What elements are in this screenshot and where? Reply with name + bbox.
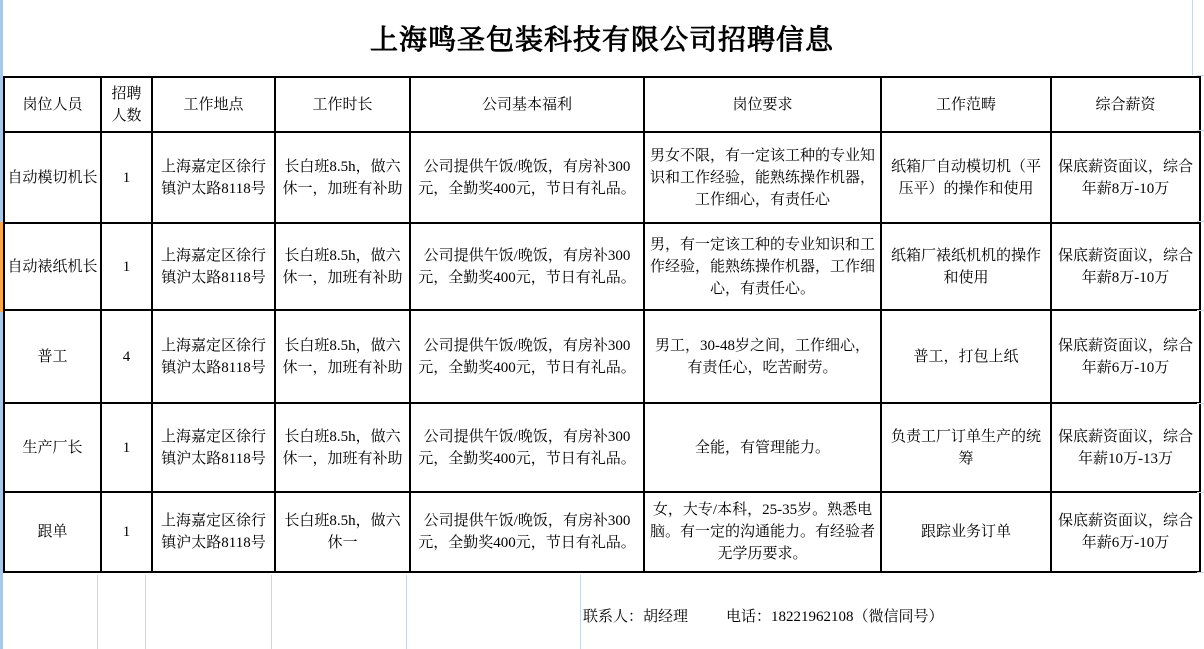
- gridline: [1197, 572, 1204, 573]
- header-position: 岗位人员: [4, 77, 101, 132]
- cell-salary: 保底薪资面议，综合年薪8万-10万: [1051, 132, 1200, 223]
- cell-location: 上海嘉定区徐行镇沪太路8118号: [152, 132, 275, 223]
- header-count: 招聘人数: [101, 77, 152, 132]
- gridline: [97, 575, 98, 649]
- cell-benefits: 公司提供午饭/晚饭，有房补300元，全勤奖400元，节日有礼品。: [410, 492, 644, 572]
- gridline: [1197, 221, 1204, 222]
- recruitment-table: [3, 76, 1201, 573]
- cell-benefits: 公司提供午饭/晚饭，有房补300元，全勤奖400元，节日有礼品。: [410, 132, 644, 223]
- header-requirements: 岗位要求: [644, 77, 881, 132]
- cell-scope: 纸箱厂自动模切机（平压平）的操作和使用: [881, 132, 1051, 223]
- cell-requirements: 全能，有管理能力。: [644, 403, 881, 492]
- table-row: [4, 310, 1200, 403]
- cell-scope: 跟踪业务订单: [881, 492, 1051, 572]
- cell-position: 跟单: [4, 492, 101, 572]
- cell-count: 1: [101, 132, 152, 223]
- cell-position: 普工: [4, 310, 101, 403]
- contact-phone: 电话：18221962108（微信同号）: [726, 608, 944, 625]
- table-row: [4, 403, 1200, 492]
- header-hours: 工作时长: [275, 77, 410, 132]
- table-row: [4, 132, 1200, 223]
- gridline: [1197, 403, 1204, 404]
- gridline: [1197, 130, 1204, 131]
- gridline: [580, 575, 581, 649]
- cell-benefits: 公司提供午饭/晚饭，有房补300元，全勤奖400元，节日有礼品。: [410, 310, 644, 403]
- contact-info: [583, 598, 944, 632]
- cell-location: 上海嘉定区徐行镇沪太路8118号: [152, 492, 275, 572]
- cell-hours: 长白班8.5h，做六休一，加班有补助: [275, 403, 410, 492]
- cell-salary: 保底薪资面议，综合年薪6万-10万: [1051, 492, 1200, 572]
- cell-position: 自动裱纸机长: [4, 223, 101, 310]
- cell-scope: 纸箱厂裱纸机机的操作和使用: [881, 223, 1051, 310]
- cell-position: 自动模切机长: [4, 132, 101, 223]
- gridline: [1192, 0, 1193, 75]
- cell-location: 上海嘉定区徐行镇沪太路8118号: [152, 223, 275, 310]
- cell-count: 1: [101, 223, 152, 310]
- gridline: [406, 575, 407, 649]
- cell-requirements: 女，大专/本科，25-35岁。熟悉电脑。有一定的沟通能力。有经验者无学历要求。: [644, 492, 881, 572]
- cell-salary: 保底薪资面议，综合年薪8万-10万: [1051, 223, 1200, 310]
- gridline: [1197, 492, 1204, 493]
- header-location: 工作地点: [152, 77, 275, 132]
- gridline: [145, 575, 146, 649]
- cell-count: 1: [101, 492, 152, 572]
- header-benefits: 公司基本福利: [410, 77, 644, 132]
- cell-location: 上海嘉定区徐行镇沪太路8118号: [152, 403, 275, 492]
- header-salary: 综合薪资: [1051, 77, 1200, 132]
- gridline: [1197, 75, 1204, 76]
- cell-salary: 保底薪资面议，综合年薪10万-13万: [1051, 403, 1200, 492]
- cell-hours: 长白班8.5h，做六休一，加班有补助: [275, 310, 410, 403]
- cell-salary: 保底薪资面议，综合年薪6万-10万: [1051, 310, 1200, 403]
- table-header-row: [4, 77, 1200, 132]
- cell-requirements: 男女不限，有一定该工种的专业知识和工作经验，能熟练操作机器，工作细心，有责任心: [644, 132, 881, 223]
- table-row: [4, 492, 1200, 572]
- cell-hours: 长白班8.5h，做六休一，加班有补助: [275, 132, 410, 223]
- cell-scope: 普工，打包上纸: [881, 310, 1051, 403]
- page-title: 上海鸣圣包装科技有限公司招聘信息: [369, 25, 834, 56]
- table-row: [4, 223, 1200, 310]
- cell-requirements: 男工，30-48岁之间，工作细心，有责任心，吃苦耐劳。: [644, 310, 881, 403]
- cell-count: 1: [101, 403, 152, 492]
- cell-position: 生产厂长: [4, 403, 101, 492]
- cell-benefits: 公司提供午饭/晚饭，有房补300元，全勤奖400元，节日有礼品。: [410, 223, 644, 310]
- cell-hours: 长白班8.5h，做六休一，加班有补助: [275, 223, 410, 310]
- gridline: [271, 575, 272, 649]
- cell-scope: 负责工厂订单生产的统筹: [881, 403, 1051, 492]
- contact-person: 联系人：胡经理: [583, 608, 689, 625]
- cell-count: 4: [101, 310, 152, 403]
- gridline: [1197, 310, 1204, 311]
- cell-hours: 长白班8.5h，做六休一: [275, 492, 410, 572]
- cell-location: 上海嘉定区徐行镇沪太路8118号: [152, 310, 275, 403]
- cell-requirements: 男，有一定该工种的专业知识和工作经验，能熟练操作机器，工作细心，有责任心。: [644, 223, 881, 310]
- cell-benefits: 公司提供午饭/晚饭，有房补300元，全勤奖400元，节日有礼品。: [410, 403, 644, 492]
- header-scope: 工作范畴: [881, 77, 1051, 132]
